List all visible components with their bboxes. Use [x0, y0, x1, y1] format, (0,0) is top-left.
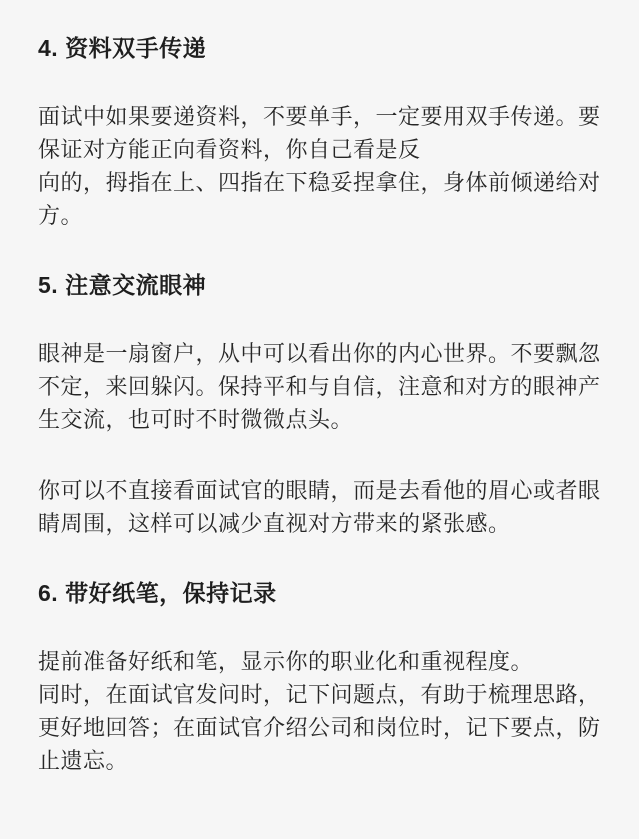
paragraph-line: 提前准备好纸和笔，显示你的职业化和重视程度。 — [38, 649, 534, 674]
paragraph — [38, 100, 603, 232]
paragraph-line: 眼神是一扇窗户，从中可以看出你的内心世界。不要飘忽 — [38, 341, 601, 366]
paragraph — [38, 474, 603, 540]
section-heading-6: 6. 带好纸笔，保持记录 — [38, 580, 277, 606]
section-tip-6 — [38, 578, 603, 777]
paragraph-line: 生交流，也可时不时微微点头。 — [38, 407, 354, 432]
section-tip-5 — [38, 270, 603, 540]
paragraph-line: 同时，在面试官发问时，记下问题点，有助于梳理思路， — [38, 682, 601, 707]
paragraph-line: 你可以不直接看面试官的眼睛，而是去看他的眉心或者眼 — [38, 478, 601, 503]
paragraph — [38, 645, 603, 777]
paragraph-line: 保证对方能正向看资料，你自己看是反 — [38, 137, 421, 162]
paragraph — [38, 337, 603, 436]
section-heading-4: 4. 资料双手传递 — [38, 35, 207, 61]
paragraph-line: 更好地回答；在面试官介绍公司和岗位时，记下要点，防 — [38, 715, 601, 740]
paragraph-line: 睛周围，这样可以减少直视对方带来的紧张感。 — [38, 511, 511, 536]
section-heading-5: 5. 注意交流眼神 — [38, 272, 207, 298]
paragraph-line: 方。 — [38, 203, 84, 228]
paragraph-line: 止遗忘。 — [38, 748, 129, 773]
paragraph-line: 面试中如果要递资料，不要单手，一定要用双手传递。要 — [38, 104, 601, 129]
section-tip-4 — [38, 33, 603, 232]
paragraph-line: 向的，拇指在上、四指在下稳妥捏拿住，身体前倾递给对 — [38, 170, 601, 195]
paragraph-line: 不定，来回躲闪。保持平和与自信，注意和对方的眼神产 — [38, 374, 601, 399]
